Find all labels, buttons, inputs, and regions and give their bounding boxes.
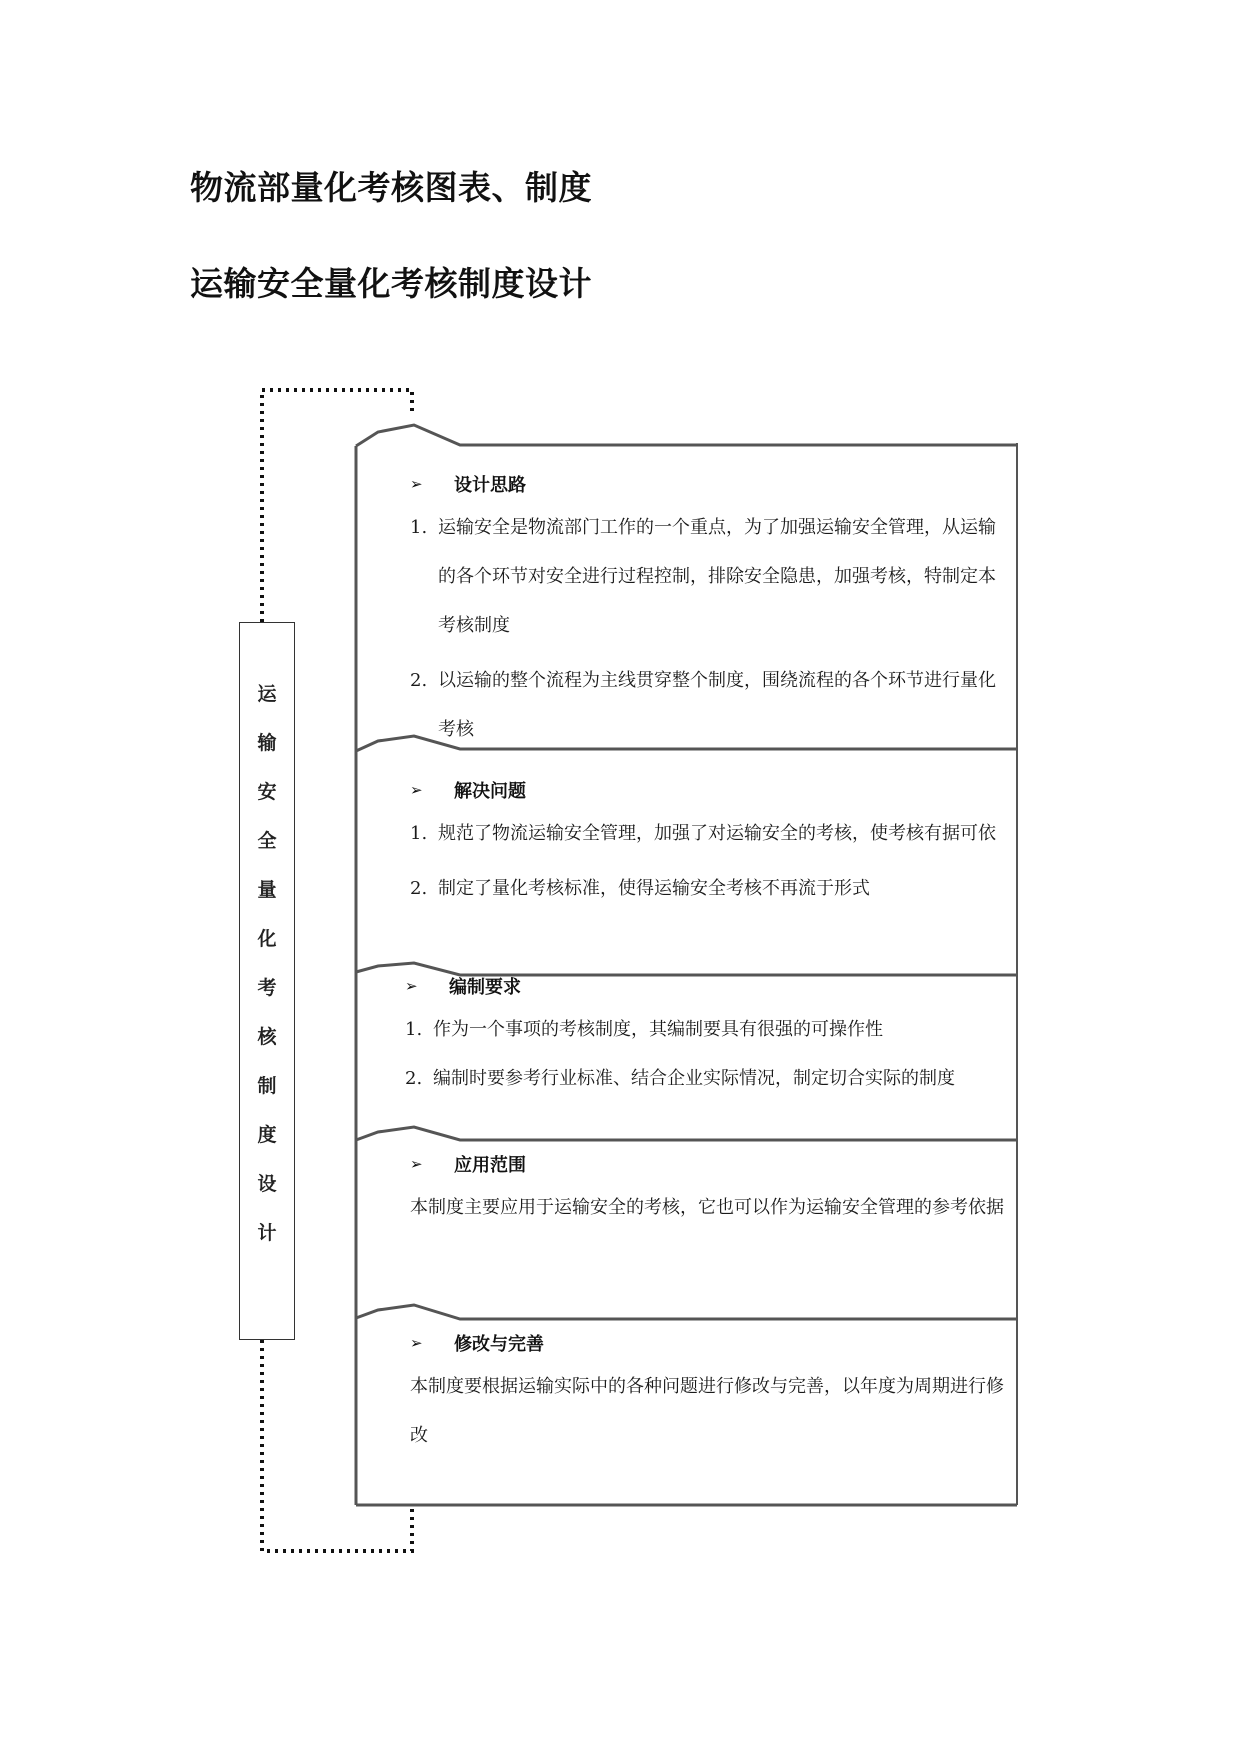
- item-text: 规范了物流运输安全管理，加强了对运输安全的考核，使考核有据可依: [438, 823, 996, 844]
- section-heading: [410, 777, 1010, 803]
- section-tab-5: [356, 1305, 1017, 1319]
- dotted-connector-top: [262, 390, 412, 622]
- section-paragraph: 本制度要根据运输实际中的各种问题进行修改与完善，以年度为周期进行修改: [410, 1376, 1004, 1446]
- side-label-char: 安: [257, 781, 277, 803]
- list-item: [410, 864, 1010, 913]
- item-text: 编制时要参考行业标准、结合企业实际情况，制定切合实际的制度: [433, 1068, 955, 1089]
- item-number: 2.: [405, 1068, 423, 1089]
- bullet-arrow-icon: ➢: [410, 475, 423, 493]
- item-text: 作为一个事项的考核制度，其编制要具有很强的可操作性: [433, 1019, 883, 1040]
- side-label-char: 设: [257, 1173, 277, 1195]
- side-label-char: 全: [257, 830, 277, 852]
- list-item: [410, 656, 1010, 754]
- side-label-char: 度: [257, 1124, 277, 1146]
- section-tab-1: [356, 425, 1017, 446]
- side-label-char: 核: [257, 1026, 277, 1048]
- list-item: [405, 1005, 1005, 1054]
- bullet-arrow-icon: ➢: [410, 1334, 423, 1352]
- section-heading: [410, 1151, 1010, 1177]
- side-label-char: 量: [257, 879, 277, 901]
- side-label-char: 输: [257, 732, 277, 754]
- side-label-char: 制: [257, 1075, 277, 1097]
- section-paragraph: 本制度主要应用于运输安全的考核，它也可以作为运输安全管理的参考依据: [410, 1197, 1004, 1218]
- item-number: 1.: [405, 1019, 423, 1040]
- section-heading-text: 解决问题: [454, 781, 526, 802]
- side-label-char: 运: [257, 683, 277, 705]
- item-number: 1.: [410, 823, 428, 844]
- item-text: 制定了量化考核标准，使得运输安全考核不再流于形式: [438, 878, 870, 899]
- section-heading: [410, 471, 1010, 497]
- bullet-arrow-icon: ➢: [410, 1155, 423, 1173]
- section-requirements: [405, 973, 1005, 1103]
- list-item: [405, 1054, 1005, 1103]
- section-revision: [410, 1330, 1010, 1460]
- section-scope: [410, 1151, 1010, 1232]
- section-heading: [405, 973, 1005, 999]
- item-number: 2.: [410, 670, 428, 691]
- section-heading-text: 应用范围: [454, 1155, 526, 1176]
- list-item: [410, 503, 1010, 650]
- side-label-char: 化: [257, 928, 277, 950]
- item-text: 运输安全是物流部门工作的一个重点，为了加强运输安全管理，从运输的各个环节对安全进行过程控制，排除安全隐患，加强考核，特制定本考核制度: [438, 517, 996, 636]
- item-text: 以运输的整个流程为主线贯穿整个制度，围绕流程的各个环节进行量化考核: [438, 670, 996, 740]
- section-heading: [410, 1330, 1010, 1356]
- item-number: 1.: [410, 517, 428, 538]
- page-title: 物流部量化考核图表、制度: [190, 168, 592, 207]
- section-title: 运输安全量化考核制度设计: [190, 264, 592, 303]
- section-heading-text: 设计思路: [454, 475, 526, 496]
- section-tab-4: [356, 1127, 1017, 1140]
- item-number: 2.: [410, 878, 428, 899]
- bullet-arrow-icon: ➢: [410, 781, 423, 799]
- dotted-connector-bottom: [262, 1340, 412, 1551]
- section-problems-solved: [410, 777, 1010, 913]
- section-heading-text: 编制要求: [449, 977, 521, 998]
- section-heading-text: 修改与完善: [454, 1334, 544, 1355]
- side-label-char: 考: [257, 977, 277, 999]
- side-label-box: [239, 622, 295, 1340]
- list-item: [410, 809, 1010, 858]
- bullet-arrow-icon: ➢: [405, 977, 418, 995]
- side-label-char: 计: [257, 1222, 277, 1244]
- section-design-idea: [410, 471, 1010, 754]
